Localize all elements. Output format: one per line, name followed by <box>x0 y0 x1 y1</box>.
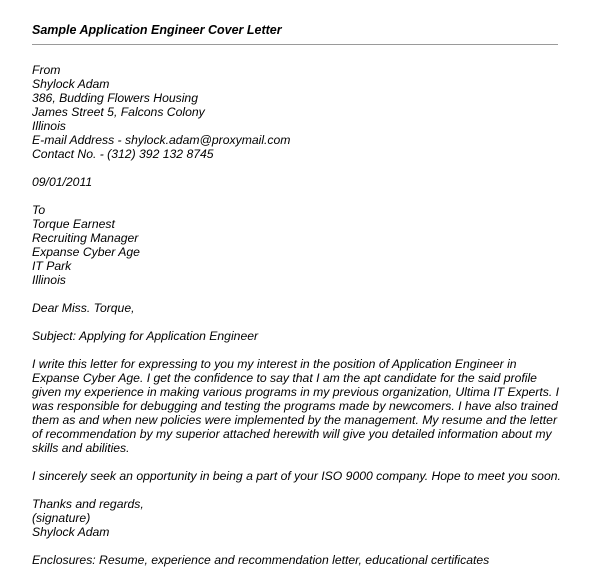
closing-block <box>32 497 572 539</box>
paragraph-line: them as and when new policies were implemented by the management. My resume and the letter <box>32 413 558 427</box>
spacer <box>32 189 572 203</box>
spacer <box>32 483 572 497</box>
recipient-line: Torque Earnest <box>32 217 115 231</box>
sender-email: E-mail Address - shylock.adam@proxymail.com <box>32 133 291 147</box>
letter-date: 09/01/2011 <box>32 175 93 189</box>
paragraph-line: skills and abilities. <box>32 441 130 455</box>
sender-line: Shylock Adam <box>32 77 110 91</box>
spacer <box>32 161 572 175</box>
sender-line: Illinois <box>32 119 66 133</box>
document-title: Sample Application Engineer Cover Letter <box>32 23 282 37</box>
sender-block <box>32 63 572 161</box>
body-paragraph-1 <box>32 357 572 455</box>
body-paragraph-2: I sincerely seek an opportunity in being a part of your ISO 9000 company. Hope to meet you soon. <box>32 469 561 483</box>
signer-name: Shylock Adam <box>32 525 110 539</box>
closing-line: Thanks and regards, <box>32 497 144 511</box>
enclosures-line: Enclosures: Resume, experience and recommendation letter, educational certificates <box>32 553 490 567</box>
recipient-line: Recruiting Manager <box>32 231 139 245</box>
sender-line: From <box>32 63 61 77</box>
sender-line: 386, Budding Flowers Housing <box>32 91 198 105</box>
paragraph-line: was responsible for debugging and testing the programs made by newcomers. I have also trained <box>32 399 558 413</box>
recipient-line: Expanse Cyber Age <box>32 245 140 259</box>
recipient-line: To <box>32 203 46 217</box>
letter-body <box>32 63 572 567</box>
spacer <box>32 343 572 357</box>
recipient-line: Illinois <box>32 273 66 287</box>
title-divider <box>32 44 558 45</box>
sender-contact: Contact No. - (312) 392 132 8745 <box>32 147 214 161</box>
spacer <box>32 455 572 469</box>
sender-line: James Street 5, Falcons Colony <box>32 105 205 119</box>
recipient-block <box>32 203 572 287</box>
paragraph-line: given my experience in making various programs in my previous organization, Ultima IT Experts. I <box>32 385 559 399</box>
signature-placeholder: (signature) <box>32 511 91 525</box>
spacer <box>32 539 572 553</box>
recipient-line: IT Park <box>32 259 72 273</box>
subject-line: Subject: Applying for Application Engineer <box>32 329 259 343</box>
spacer <box>32 315 572 329</box>
paragraph-line: I write this letter for expressing to you my interest in the position of Application Engineer in <box>32 357 517 371</box>
spacer <box>32 287 572 301</box>
paragraph-line: Expanse Cyber Age. I get the confidence to say that I am the apt candidate for the said profile <box>32 371 537 385</box>
paragraph-line: of recommendation by my superior attached herewith will give you detailed information about my <box>32 427 552 441</box>
salutation: Dear Miss. Torque, <box>32 301 135 315</box>
